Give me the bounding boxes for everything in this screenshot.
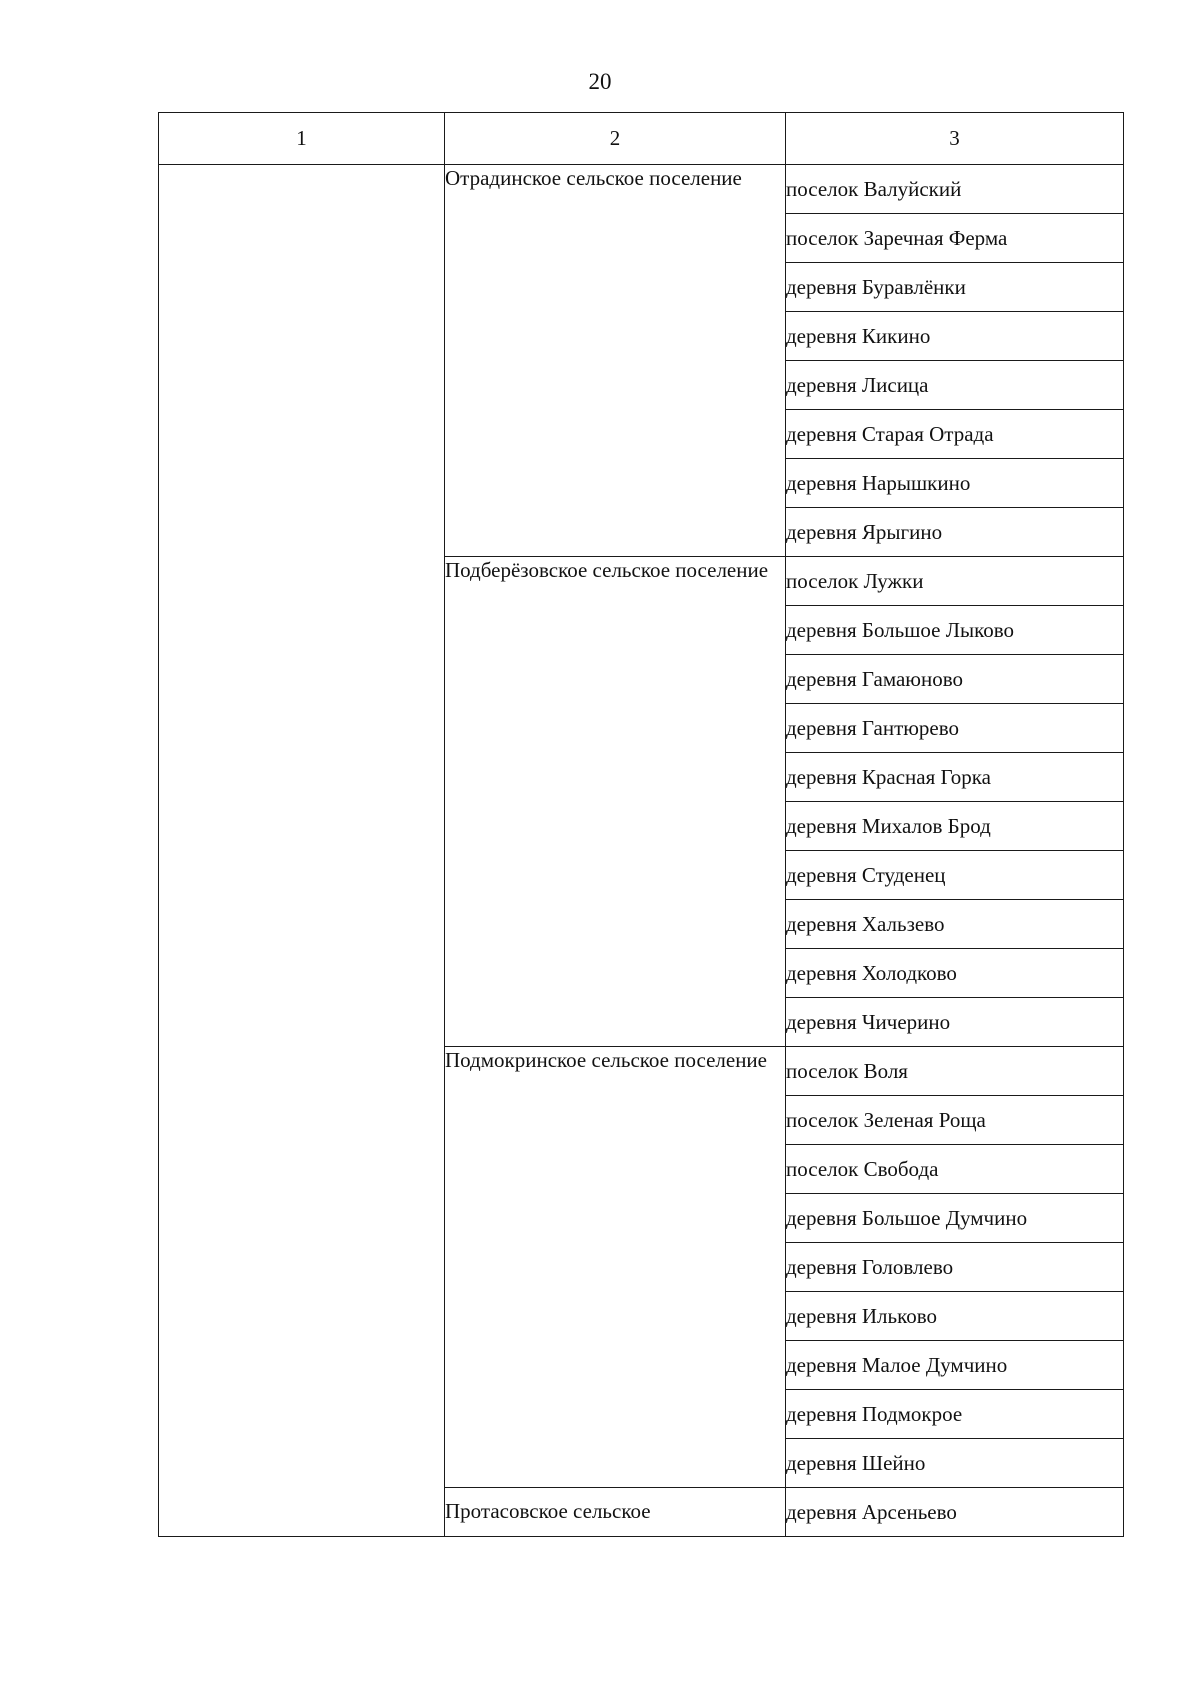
column-header-2: 2	[445, 113, 786, 165]
table-header	[159, 113, 1124, 165]
locality-cell: поселок Лужки	[786, 557, 1124, 606]
locality-cell: деревня Шейно	[786, 1439, 1124, 1488]
settlements-table	[158, 112, 1124, 1537]
settlement-cell: Отрадинское сельское поселение	[445, 165, 786, 557]
settlement-cell: Подберёзовское сельское поселение	[445, 557, 786, 1047]
locality-cell: деревня Гамаюново	[786, 655, 1124, 704]
locality-cell: деревня Гантюрево	[786, 704, 1124, 753]
locality-cell: деревня Лисица	[786, 361, 1124, 410]
header-row	[159, 113, 1124, 165]
locality-cell: деревня Подмокрое	[786, 1390, 1124, 1439]
locality-cell: деревня Ярыгино	[786, 508, 1124, 557]
locality-cell: деревня Нарышкино	[786, 459, 1124, 508]
locality-cell: деревня Головлево	[786, 1243, 1124, 1292]
district-cell	[159, 165, 445, 1537]
locality-cell: поселок Зеленая Роща	[786, 1096, 1124, 1145]
settlement-cell: Протасовское сельское	[445, 1488, 786, 1537]
settlement-cell: Подмокринское сельское поселение	[445, 1047, 786, 1488]
locality-cell: деревня Студенец	[786, 851, 1124, 900]
locality-cell: деревня Буравлёнки	[786, 263, 1124, 312]
locality-cell: деревня Хальзево	[786, 900, 1124, 949]
locality-cell: деревня Малое Думчино	[786, 1341, 1124, 1390]
locality-cell: деревня Красная Горка	[786, 753, 1124, 802]
locality-cell: деревня Большое Лыково	[786, 606, 1124, 655]
column-header-3: 3	[786, 113, 1124, 165]
locality-cell: деревня Ильково	[786, 1292, 1124, 1341]
locality-cell: деревня Старая Отрада	[786, 410, 1124, 459]
locality-cell: поселок Валуйский	[786, 165, 1124, 214]
locality-cell: деревня Чичерино	[786, 998, 1124, 1047]
column-header-1: 1	[159, 113, 445, 165]
table-body	[159, 165, 1124, 1537]
locality-cell: деревня Арсеньево	[786, 1488, 1124, 1537]
locality-cell: поселок Свобода	[786, 1145, 1124, 1194]
locality-cell: деревня Кикино	[786, 312, 1124, 361]
table-row	[159, 165, 1124, 214]
locality-cell: поселок Заречная Ферма	[786, 214, 1124, 263]
locality-cell: поселок Воля	[786, 1047, 1124, 1096]
page-number: 20	[588, 69, 612, 94]
locality-cell: деревня Михалов Брод	[786, 802, 1124, 851]
locality-cell: деревня Большое Думчино	[786, 1194, 1124, 1243]
locality-cell: деревня Холодково	[786, 949, 1124, 998]
